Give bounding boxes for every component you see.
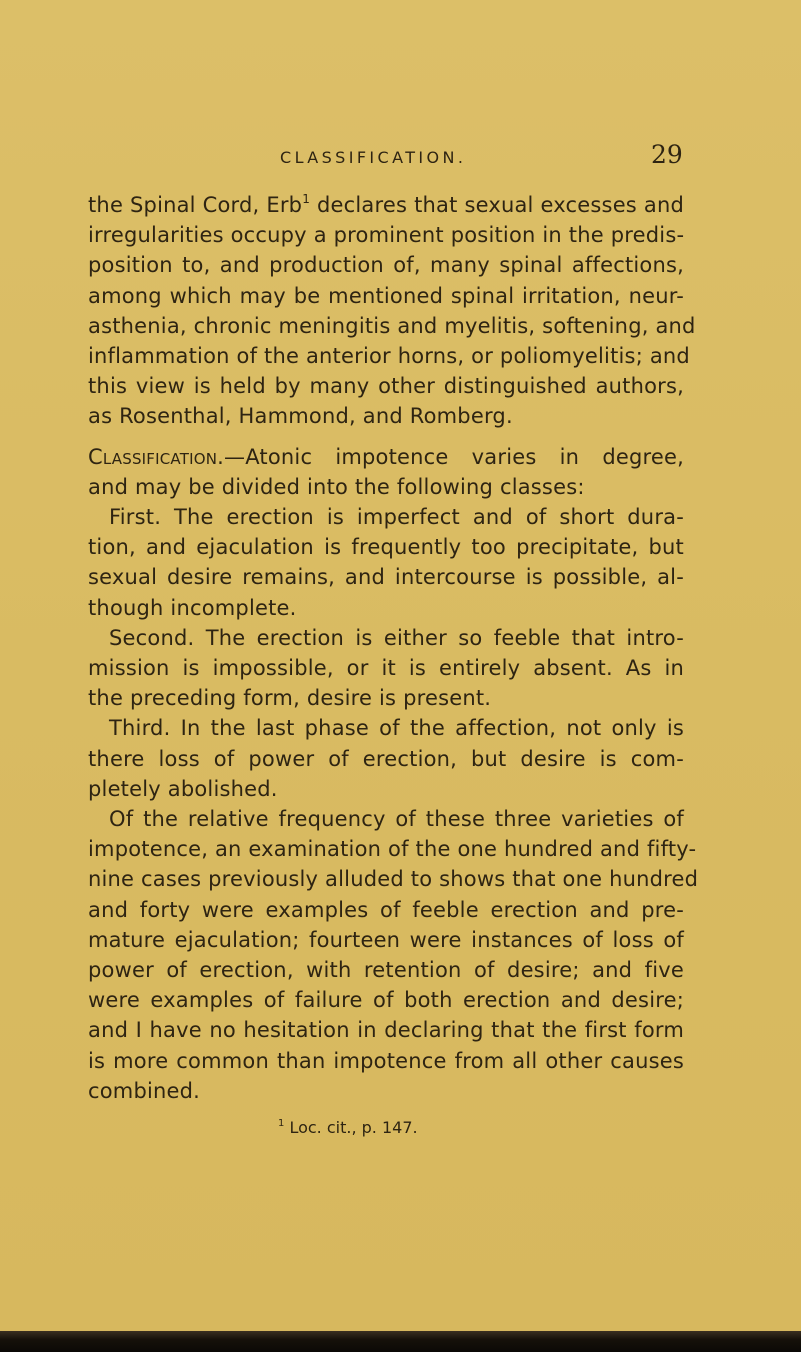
paragraph-line: the Spinal Cord, Erb$^1$ declares that sexual excesses and	[88, 192, 684, 217]
paragraph-line: sexual desire remains, and intercourse is possible, al-	[88, 565, 684, 590]
paragraph-line: irregularities occupy a prominent position in the predis-	[88, 223, 685, 248]
paragraph-line: combined.	[88, 1078, 201, 1103]
paragraph-line: there loss of power of erection, but desire is com-	[88, 746, 684, 771]
paragraph-line: pletely abolished.	[88, 776, 278, 801]
paragraph-line: and forty were examples of feeble erection and pre-	[88, 897, 684, 922]
paragraph-line: power of erection, with retention of desire; and five	[88, 958, 684, 983]
paragraph-line: though incomplete.	[88, 595, 297, 620]
footnote-marker: 1	[302, 192, 311, 206]
paragraph-line: mature ejaculation; fourteen were instances of loss of	[88, 927, 684, 952]
paragraph-line: mission is impossible, or it is entirely absent. As in	[88, 656, 684, 681]
paragraph-line: and may be divided into the following classes:	[88, 474, 585, 499]
paragraph-line: Second. The erection is either so feeble that intro-	[109, 625, 684, 650]
running-head	[0, 140, 801, 172]
paragraph-line: impotence, an examination of the one hundred and fifty-	[88, 837, 697, 862]
body-text	[88, 190, 699, 1106]
footnote	[278, 1118, 418, 1137]
paragraph-line: and I have no hesitation in declaring that the first form	[88, 1018, 684, 1043]
page-number: 29	[651, 140, 683, 169]
footnote-text: Loc. cit., p. 147.	[284, 1118, 418, 1137]
paragraph-line: position to, and production of, many spinal affections,	[88, 253, 684, 278]
paragraph-line: inflammation of the anterior horns, or poliomyelitis; and	[88, 344, 690, 369]
paragraph-line: asthenia, chronic meningitis and myelitis, softening, and	[88, 313, 696, 338]
footnote-number: 1	[278, 1118, 285, 1129]
paragraph-line: were examples of failure of both erection and desire;	[88, 988, 684, 1013]
section-heading: Classification.	[88, 444, 225, 469]
paragraph-line: Of the relative frequency of these three varieties of	[109, 807, 684, 832]
paragraph-line: Third. In the last phase of the affection, not only is	[109, 716, 684, 741]
scan-bottom-edge	[0, 1331, 801, 1352]
paragraph-line: among which may be mentioned spinal irritation, neur-	[88, 283, 684, 308]
paragraph-line: the preceding form, desire is present.	[88, 686, 492, 711]
paragraph-line: First. The erection is imperfect and of short dura-	[109, 505, 684, 530]
paragraph-line: nine cases previously alluded to shows that one hundred	[88, 867, 699, 892]
paragraph-line: tion, and ejaculation is frequently too precipitate, but	[88, 535, 684, 560]
paragraph-line: this view is held by many other distinguished authors,	[88, 374, 684, 399]
section-gap	[88, 432, 684, 442]
paragraph-line: is more common than impotence from all other causes	[88, 1048, 684, 1073]
paragraph-line: Classification.—Atonic impotence varies in degree,	[88, 444, 684, 469]
paragraph-line: as Rosenthal, Hammond, and Romberg.	[88, 404, 513, 429]
running-title: CLASSIFICATION.	[280, 148, 467, 167]
